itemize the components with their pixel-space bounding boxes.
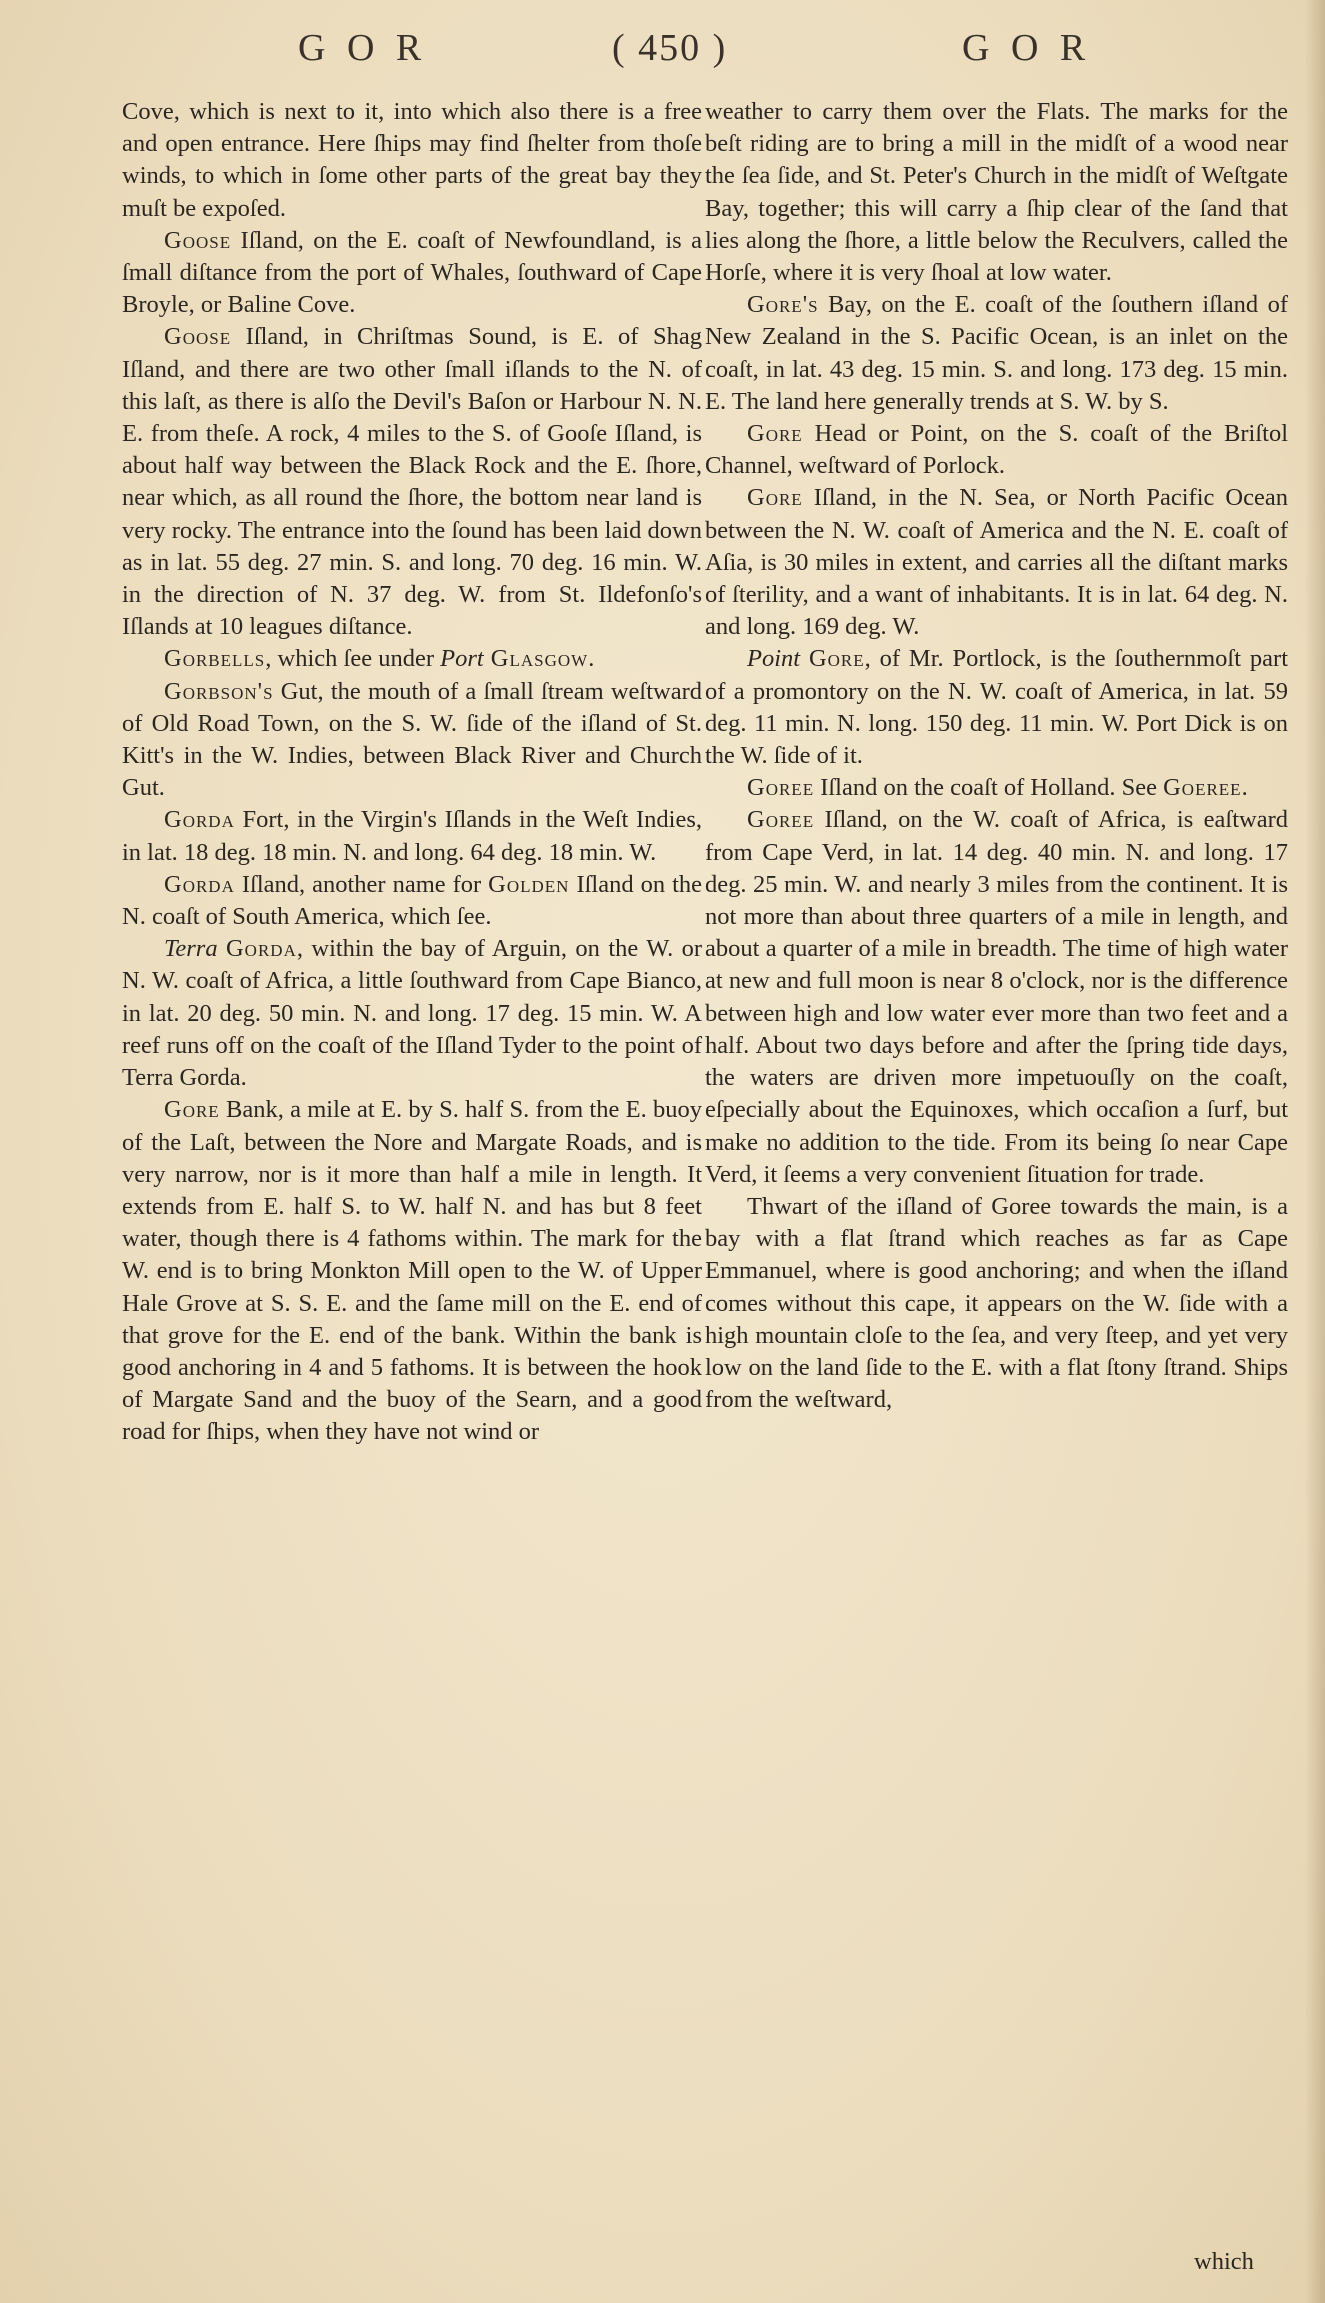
entry-headword: Gore: [747, 484, 803, 512]
entry-paragraph: weather to carry them over the Flats. The marks for the beſt riding are to bring a mill in the midſt of a wood near the ſea ſide, and St. Peter's Church in the midſt of Weſtgate Bay, together; this will carry a ſhip clear of the ſand that lies along the ſhore, a little below the Reculvers, called the Horſe, where it is very ſhoal at low water.: [705, 98, 1288, 287]
entry-paragraph: Point Gore, of Mr. Portlock, is the ſouthernmoſt part of a promontory on the N. W. coaſt of America, in lat. 59 deg. 11 min. N. long. 150 deg. 11 min. W. Port Dick is on the W. ſide of it.: [705, 645, 1288, 770]
entry-headword: Gorda: [225, 935, 297, 963]
entry-headword: Gore: [747, 420, 803, 448]
entry-headword: Goree: [747, 774, 815, 802]
running-header: [0, 26, 1325, 86]
entry-headword: Goose: [164, 226, 232, 254]
entry-paragraph: Gorda Fort, in the Virgin's Iſlands in the Weſt Indies, in lat. 18 deg. 18 min. N. and long. 64 deg. 18 min. W.: [122, 806, 702, 866]
entry-paragraph: Gorbells, which ſee under Port Glasgow.: [164, 645, 595, 673]
entry-paragraph: Thwart of the iſland of Goree towards the main, is a bay with a flat ſtrand which reaches as far as Cape Emmanuel, where is good anchoring; and when the iſland comes without this cape, it appears on the W. ſide with a high mountain cloſe to the ſea, and very ſteep, and yet very low on the land ſide to the E. with a flat ſtony ſtrand. Ships from the weſtward,: [705, 1192, 1288, 1414]
entry-paragraph: Gore Head or Point, on the S. coaſt of the Briſtol Channel, weſtward of Porlock.: [705, 420, 1288, 480]
entry-paragraph: Cove, which is next to it, into which also there is a free and open entrance. Here ſhips may find ſhelter from thoſe winds, to which in ſome other parts of the great bay they muſt be expoſed.: [122, 98, 702, 222]
entry-headword: Goose: [164, 323, 232, 351]
entry-paragraph: Goose Iſland, on the E. coaſt of Newfoundland, is a ſmall diſtance from the port of Whales, ſouthward of Cape Broyle, or Baline Cove.: [122, 226, 702, 319]
entry-paragraph: Gorda Iſland, another name for Golden Iſland on the N. coaſt of South America, which ſee.: [122, 870, 703, 931]
header-right: G O R: [962, 27, 1092, 69]
left-column: [122, 96, 702, 1449]
catchword: which: [1194, 2248, 1254, 2275]
entry-paragraph: Gore's Bay, on the E. coaſt of the ſouthern iſland of New Zealand in the S. Pacific Ocean, is an inlet on the coaſt, in lat. 43 deg. 15 min. S. and long. 173 deg. 15 min. E. The land here generally trends at S. W. by S.: [705, 291, 1288, 415]
entry-paragraph: Gorbson's Gut, the mouth of a ſmall ſtream weſtward of Old Road Town, on the S. W. ſide of the iſland of St. Kitt's in the W. Indies, between Black River and Church Gut.: [122, 677, 702, 802]
entry-headword: Gorbson's: [164, 677, 274, 705]
entry-headword: Gore: [808, 645, 865, 673]
entry-paragraph: Goree Iſland on the coaſt of Holland. See Goeree.: [747, 774, 1248, 802]
entry-paragraph: Terra Gorda, within the bay of Arguin, on the W. or N. W. coaſt of Africa, a little ſouthward from Cape Bianco, in lat. 20 deg. 50 min. N. and long. 17 deg. 15 min. W. A reef runs off on the coaſt of the Iſland Tyder to the point of Terra Gorda.: [122, 935, 703, 1092]
entry-headword: Gore: [164, 1096, 220, 1124]
entry-paragraph: Goose Iſland, in Chriſtmas Sound, is E. of Shag Iſland, and there are two other ſmall iſlands to the N. of this laſt, as there is alſo the Devil's Baſon or Harbour N. N. E. from theſe. A rock, 4 miles to the S. of Gooſe Iſland, is about half way between the Black Rock and the E. ſhore, near which, as all round the ſhore, the bottom near land is very rocky. The entrance into the ſound has been laid down as in lat. 55 deg. 27 min. S. and long. 70 deg. 16 min. W. in the direction of N. 37 deg. W. from St. Ildefonſo's Iſlands at 10 leagues diſtance.: [122, 323, 702, 641]
entry-headword: Goree: [747, 806, 815, 834]
right-column: [705, 96, 1288, 1416]
entry-paragraph: Gore Bank, a mile at E. by S. half S. from the E. buoy of the Laſt, between the Nore and Margate Roads, and is very narrow, nor is it more than half a mile in length. It extends from E. half S. to W. half N. and has but 8 feet water, though there is 4 fathoms within. The mark for the W. end is to bring Monkton Mill open to the W. of Upper Hale Grove at S. S. E. and the ſame mill on the E. end of that grove for the E. end of the bank. Within the bank is good anchoring in 4 and 5 fathoms. It is between the hook of Margate Sand and the buoy of the Searn, and a good road for ſhips, when they have not wind or: [122, 1096, 702, 1446]
entry-headword: Gorbells: [164, 645, 266, 673]
entry-paragraph: Goree Iſland, on the W. coaſt of Africa, is eaſtward from Cape Verd, in lat. 14 deg. 40 min. N. and long. 17 deg. 25 min. W. and nearly 3 miles from the continent. It is not more than about three quarters of a mile in length, and about a quarter of a mile in breadth. The time of high water at new and full moon is near 8 o'clock, nor is the difference between high and low water ever more than two feet and a half. About two days before and after the ſpring tide days, the waters are driven more impetuouſly on the coaſt, eſpecially about the Equinoxes, which occaſion a ſurf, but make no addition to the tide. From its being ſo near Cape Verd, it ſeems a very convenient ſituation for trade.: [705, 806, 1288, 1188]
entry-headword: Gore's: [747, 291, 819, 319]
entry-headword: Gorda: [164, 870, 235, 898]
entry-headword: Gorda: [164, 806, 235, 834]
page-number: ( 450 ): [612, 27, 728, 69]
header-left: G O R: [298, 27, 428, 69]
entry-paragraph: Gore Iſland, in the N. Sea, or North Pacific Ocean between the N. W. coaſt of America and the N. E. coaſt of Aſia, is 30 miles in extent, and carries all the diſtant marks of ſterility, and a want of inhabitants. It is in lat. 64 deg. N. and long. 169 deg. W.: [705, 484, 1288, 641]
